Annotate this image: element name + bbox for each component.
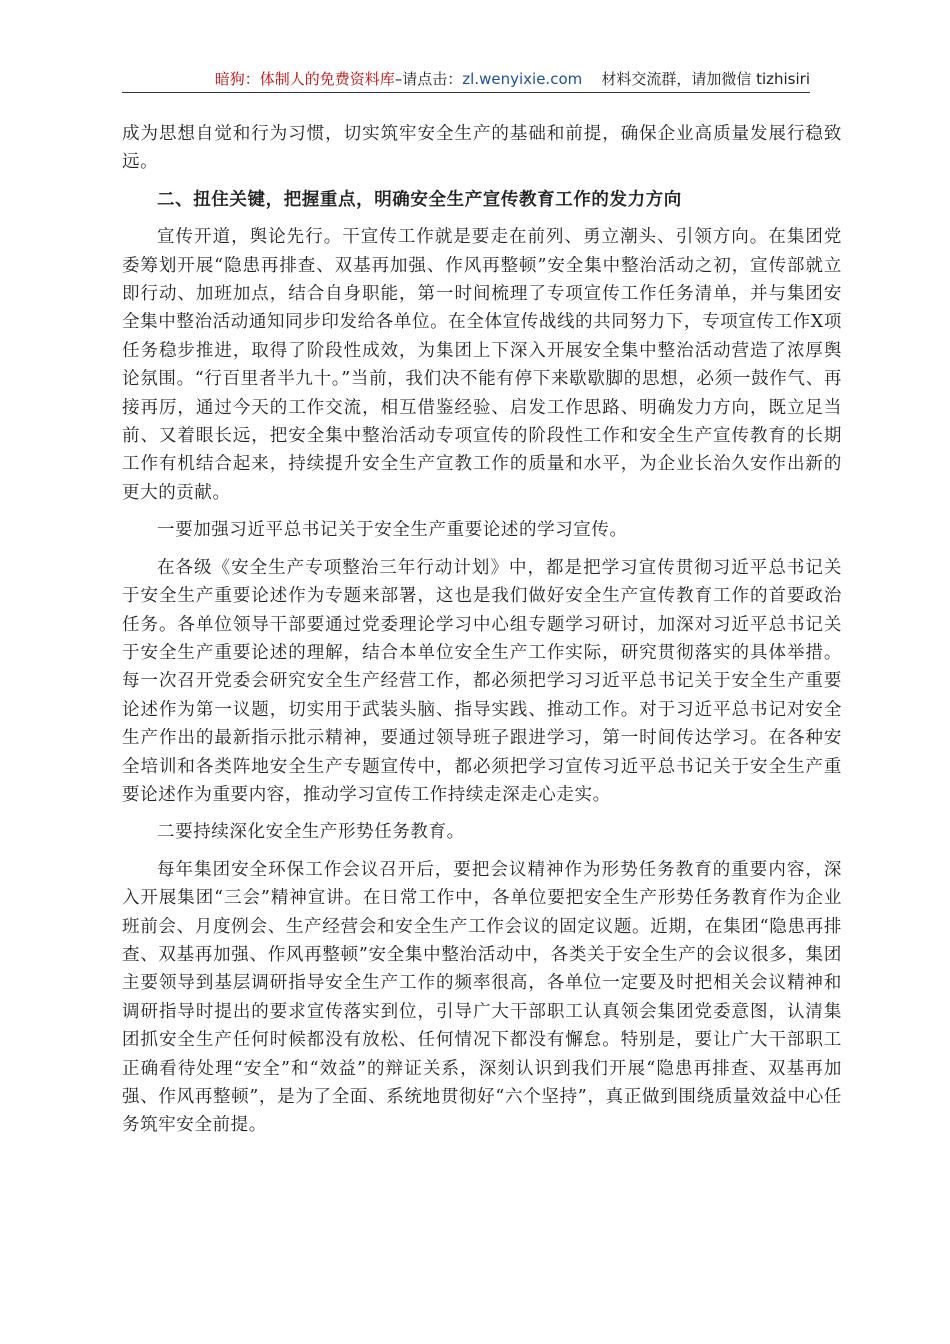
point-heading: 二要持续深化安全生产形势任务教育。 [157,822,465,843]
header-contact: 材料交流群，请加微信 tizhisiri [601,70,810,88]
section-heading: 二、扭住关键，把握重点，明确安全生产宣传教育工作的发力方向 [157,189,682,210]
page-header [122,66,810,93]
header-url-link[interactable]: zl.wenyixie.com [462,70,583,88]
paragraph-continuation: 成为思想自觉和行为习惯，切实筑牢安全生产的基础和前提，确保企业高质量发展行稳致远。 [122,124,842,173]
paragraph: 宣传开道，舆论先行。干宣传工作就是要走在前列、勇立潮头、引领方向。在集团党委筹划开展“隐患再排查、双基再加强、作风再整顿”安全集中整治活动之初，宣传部就立即行动、加班加点，结合自身职能，第一时间梳理了专项宣传工作任务清单，并与集团安全集中整治活动通知同步印发给各单位。在全体宣传战线的共同努力下，专项宣传工作X项任务稳步推进，取得了阶段性成效，为集团上下深入开展安全集中整治活动营造了浓厚舆论氛围。“行百里者半九十。”当前，我们决不能有停下来歇歇脚的思想，必须一鼓作气、再接再厉，通过今天的工作交流，相互借鉴经验、启发工作思路、明确发力方向，既立足当前、又着眼长远，把安全集中整治活动专项宣传的阶段性工作和安全生产宣传教育的长期工作有机结合起来，持续提升安全生产宣教工作的质量和水平，为企业长治久安作出新的更大的贡献。 [122,227,842,503]
document-body [122,120,842,1140]
paragraph: 在各级《安全生产专项整治三年行动计划》中，都是把学习宣传贯彻习近平总书记关于安全生产重要论述作为专题来部署，这也是我们做好安全生产宣传教育工作的首要政治任务。各单位领导干部要通过党委理论学习中心组专题学习研讨，加深对习近平总书记关于安全生产重要论述的理解，结合本单位安全生产工作实际，研究贯彻落实的具体举措。每一次召开党委会研究安全生产经营工作，都必须把学习习近平总书记关于安全生产重要论述作为第一议题，切实用于武装头脑、指导实践、推动工作。对于习近平总书记对安全生产作出的最新指示批示精神，要通过领导班子跟进学习，第一时间传达学习。在各种安全培训和各类阵地安全生产专题宣传中，都必须把学习宣传习近平总书记关于安全生产重要论述作为重要内容，推动学习宣传工作持续走深走心走实。 [122,557,842,805]
point-heading: 一要加强习近平总书记关于安全生产重要论述的学习宣传。 [157,520,628,541]
header-site-name: 暗狗：体制人的免费资料库 [214,70,395,88]
paragraph: 每年集团安全环保工作会议召开后，要把会议精神作为形势任务教育的重要内容，深入开展集团“三会”精神宣讲。在日常工作中，各单位要把安全生产形势任务教育作为企业班前会、月度例会、生产经营会和安全生产工作会议的固定议题。近期，在集团“隐患再排查、双基再加强、作风再整顿”安全集中整治活动中，各类关于安全生产的会议很多，集团主要领导到基层调研指导安全生产工作的频率很高，各单位一定要及时把相关会议精神和调研指导时提出的要求宣传落实到位，引导广大干部职工认真领会集团党委意图，认清集团抓安全生产任何时候都没有放松、任何情况下都没有懈怠。特别是，要让广大干部职工正确看待处理“安全”和“效益”的辩证关系，深刻认识到我们开展“隐患再排查、双基再加强、作风再整顿”，是为了全面、系统地贯彻好“六个坚持”，真正做到围绕质量效益中心任务筑牢安全前提。 [122,859,842,1136]
header-click-prefix: –请点击： [394,70,463,88]
